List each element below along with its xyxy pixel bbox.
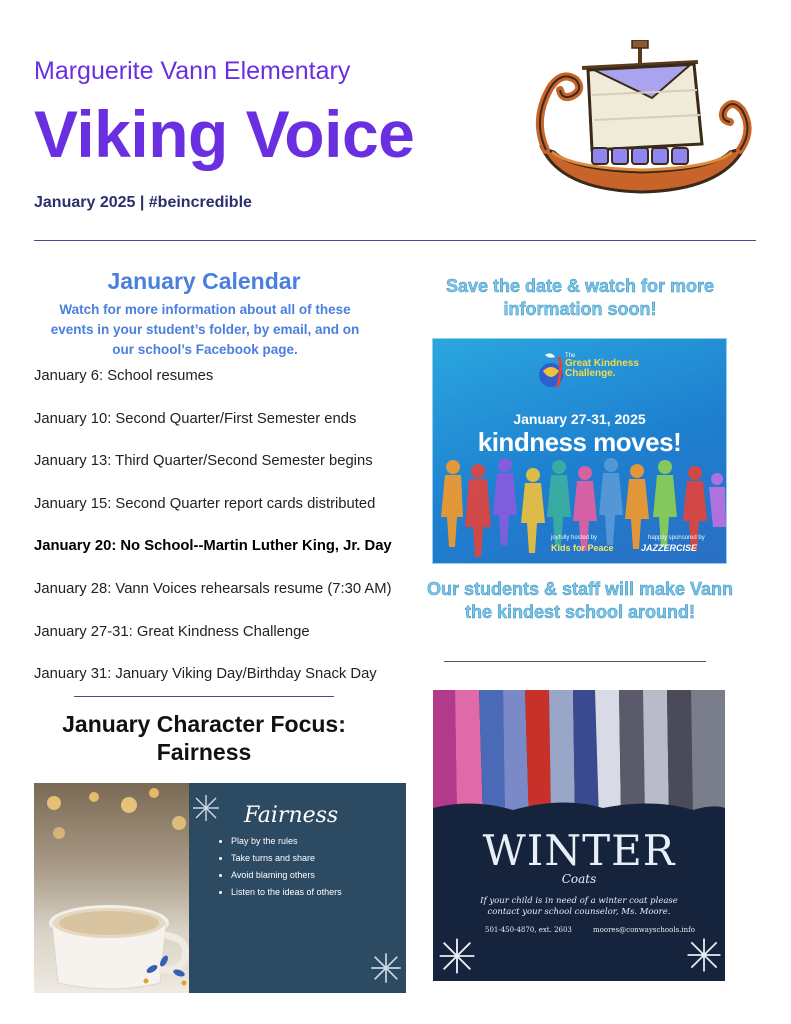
save-the-date-text: Save the date & watch for more information soon! xyxy=(445,276,715,319)
kindness-challenge-card xyxy=(432,338,727,564)
fairness-point: • Take turns and share xyxy=(231,850,342,867)
snowflake-icon xyxy=(437,936,477,976)
kindness-dates: January 27-31, 2025 xyxy=(513,411,646,427)
calendar-event: January 10: Second Quarter/First Semester ends xyxy=(34,410,357,427)
counselor-phone: 501-450-4870, ext. 2603 xyxy=(485,926,572,934)
calendar-event: January 20: No School--Martin Luther King, Jr. Day xyxy=(34,538,392,555)
kindness-divider xyxy=(444,661,706,662)
snowflake-icon xyxy=(191,793,221,823)
fairness-points xyxy=(219,833,342,901)
kindness-closing-text: Our students & staff will make Vann the kindest school around! xyxy=(426,579,734,622)
issue-dateline: January 2025 | #beincredible xyxy=(34,194,252,211)
coffee-mug-photo xyxy=(34,783,204,993)
calendar-title: January Calendar xyxy=(107,268,301,294)
winter-subtitle: Coats xyxy=(561,872,597,886)
calendar-event: January 31: January Viking Day/Birthday Snack Day xyxy=(34,666,377,683)
character-focus-title: January Character Focus: Fairness xyxy=(62,711,346,765)
calendar-event: January 6: School resumes xyxy=(34,368,214,384)
host-name: Kids for Peace xyxy=(551,543,614,553)
calendar-event: January 15: Second Quarter report cards distributed xyxy=(34,495,376,512)
calendar-event: January 13: Third Quarter/Second Semester begins xyxy=(34,453,373,470)
calendar-divider xyxy=(74,696,334,697)
fairness-card-title: Fairness xyxy=(244,803,339,828)
header-divider xyxy=(34,240,756,241)
fairness-point: • Listen to the ideas of others xyxy=(231,884,342,901)
kindness-headline: kindness moves! xyxy=(477,427,682,457)
gkc-logo-small: The xyxy=(565,353,576,359)
calendar-event: January 27-31: Great Kindness Challenge xyxy=(34,623,310,640)
school-name: Marguerite Vann Elementary xyxy=(34,57,351,85)
winter-coats-card xyxy=(433,690,725,981)
coats-photo xyxy=(433,690,725,820)
snowflake-icon xyxy=(369,951,403,985)
fairness-point: • Play by the rules xyxy=(231,833,342,850)
counselor-email: moores@conwayschools.info xyxy=(593,926,695,934)
calendar-subtitle: Watch for more information about all of these events in your student’s folder, by email, and on our school’s Facebook page. xyxy=(50,302,360,357)
sponsor-label: happily sponsored by xyxy=(648,535,705,541)
fairness-point: • Avoid blaming others xyxy=(231,867,342,884)
calendar-event-list xyxy=(34,366,434,707)
calendar-event: January 28: Vann Voices rehearsals resume (7:30 AM) xyxy=(34,580,392,597)
fairness-card xyxy=(34,783,406,993)
winter-title: WINTER xyxy=(482,826,676,875)
snowflake-icon xyxy=(685,936,723,974)
winter-message: If your child is in need of a winter coat please contact your school counselor, Ms. Moore. xyxy=(480,896,678,917)
gkc-logo-text: Great Kindness Challenge. xyxy=(565,358,639,379)
newsletter-title: Viking Voice xyxy=(34,97,415,171)
sponsor-name: JAZZERCISE xyxy=(641,543,698,553)
hosted-label: joyfully hosted by xyxy=(551,535,598,541)
viking-ship-icon xyxy=(532,40,754,200)
